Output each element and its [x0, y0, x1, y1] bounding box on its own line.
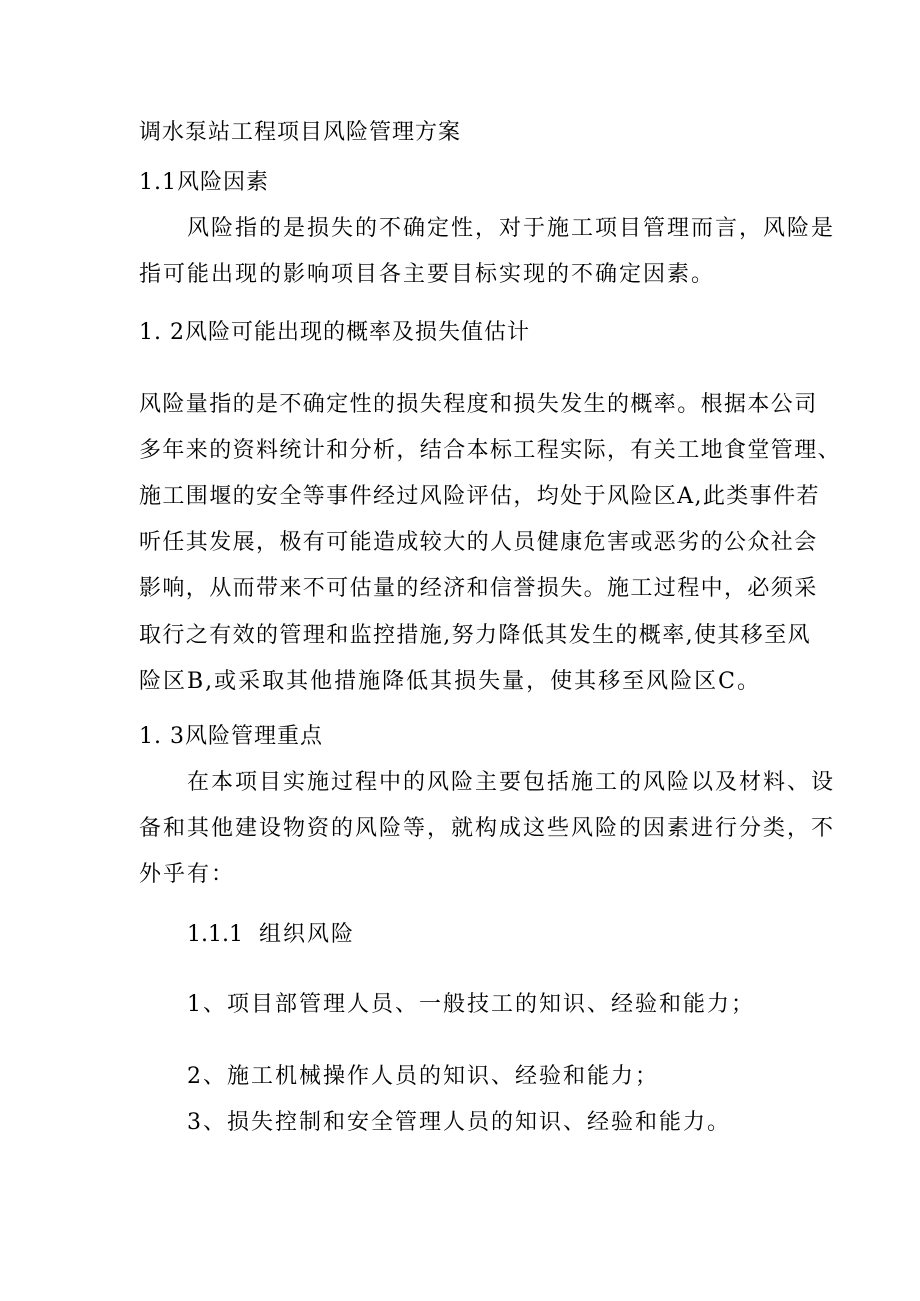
list-item: 2、施工机械操作人员的知识、经验和能力；	[187, 1064, 659, 1089]
list-item: 3、损失控制和安全管理人员的知识、经验和能力。	[187, 1110, 731, 1135]
paragraph-line: 风险指的是损失的不确定性，对于施工项目管理而言，风险是	[187, 216, 836, 241]
section-heading-1-1: 1.1风险因素	[139, 170, 269, 195]
paragraph-line: 风险量指的是不确定性的损失程度和损失发生的概率。根据本公司	[139, 392, 818, 417]
paragraph-line: 施工围堰的安全等事件经过风险评估，均处于风险区A,此类事件若	[139, 484, 820, 509]
section-heading-1-2: 1. 2风险可能出现的概率及损失值估计	[139, 320, 530, 345]
paragraph-line: 在本项目实施过程中的风险主要包括施工的风险以及材料、设	[187, 770, 836, 795]
document-title: 调水泵站工程项目风险管理方案	[139, 120, 462, 145]
paragraph-line: 外乎有：	[139, 862, 236, 887]
paragraph-line: 险区B,或采取其他措施降低其损失量，使其移至风险区C。	[139, 669, 761, 694]
paragraph-line: 指可能出现的影响项目各主要目标实现的不确定因素。	[139, 262, 716, 287]
subsection-number: 1.1.1	[187, 922, 243, 947]
paragraph-line: 影响，从而带来不可估量的经济和信誉损失。施工过程中，必须采	[139, 576, 818, 601]
paragraph-line: 备和其他建设物资的风险等，就构成这些风险的因素进行分类，不	[139, 816, 836, 841]
paragraph-line: 多年来的资料统计和分析，结合本标工程实际，有关工地食堂管理、	[139, 438, 842, 463]
subsection-title: 组织风险	[259, 922, 356, 947]
paragraph-line: 取行之有效的管理和监控措施,努力降低其发生的概率,使其移至风	[139, 623, 811, 648]
section-heading-1-3: 1. 3风险管理重点	[139, 724, 323, 749]
list-item: 1、项目部管理人员、一般技工的知识、经验和能力；	[187, 992, 755, 1017]
paragraph-line: 听任其发展，极有可能造成较大的人员健康危害或恶劣的公众社会	[139, 530, 818, 555]
subsection-heading	[187, 920, 355, 950]
